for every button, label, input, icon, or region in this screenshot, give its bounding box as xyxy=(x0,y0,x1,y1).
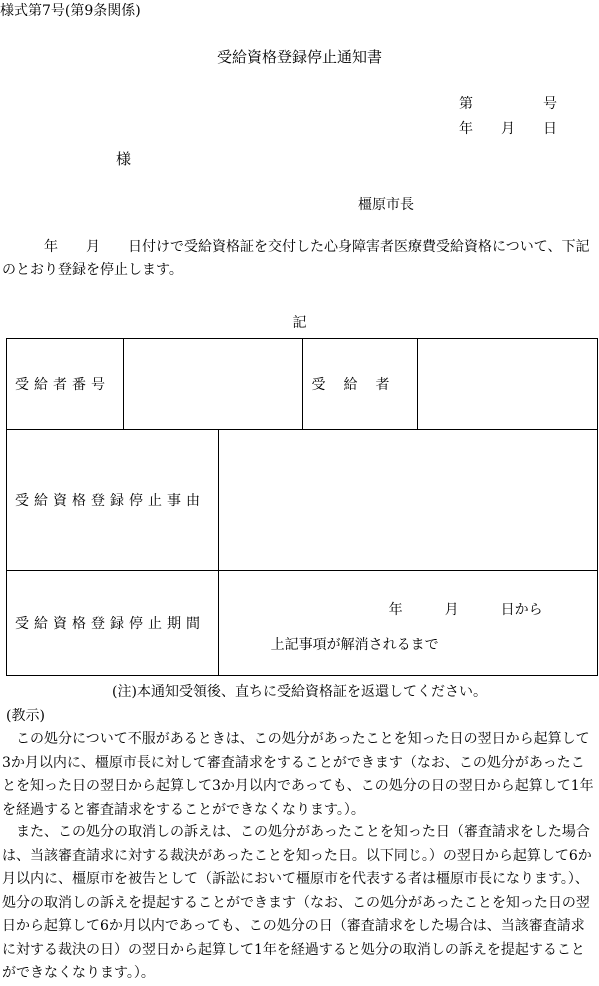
return-note: (注)本通知受領後、直ちに受給資格証を返還してください。 xyxy=(112,684,487,700)
addressee-suffix: 様 xyxy=(116,150,132,168)
document-date-line: 年 月 日 xyxy=(459,121,557,137)
period-from: 年 月 日から xyxy=(388,602,543,618)
document-title: 受給資格登録停止通知書 xyxy=(216,48,382,66)
kyouji-heading: (教示) xyxy=(6,708,45,724)
recipient-value xyxy=(418,339,598,430)
stop-reason-label: 受給資格登録停止事由 xyxy=(7,430,219,571)
kyouji-paragraph-2: また、この処分の取消しの訴えは、この処分があったことを知った日（審査請求をした場合は、当該審査請求に対する裁決があったことを知った日。以下同じ。）の翌日から起算して6か月以内に、橿原市を被告として（訴訟において橿原市を代表する者は橿原市長になります。）、処分の取消しの訴えを提起することができます（なお、この処分があったことを知った日の翌日から起算して6か月以内であっても、この処分の日（審査請求をした場合は、当該審査請求に対する裁決の日）の翌日から起算して1年を経過すると処分の取消しの訴えを提起することができなくなります。）。 xyxy=(2,824,592,981)
period-until: 上記事項が解消されるまで xyxy=(270,637,439,653)
body-text: 年 月 日付けで受給資格証を交付した心身障害者医療費受給資格について、下記のとおり登録を停止します。 xyxy=(2,239,590,278)
ki-heading: 記 xyxy=(292,315,307,331)
stop-period-value xyxy=(218,571,597,676)
details-table xyxy=(6,338,598,676)
recipient-number-value xyxy=(123,339,303,430)
issuer-name: 橿原市長 xyxy=(358,197,414,213)
stop-reason-value xyxy=(218,430,597,571)
recipient-label: 受 給 者 xyxy=(303,339,418,430)
table-row xyxy=(7,571,598,676)
table-row xyxy=(7,339,598,430)
document-number-line: 第 号 xyxy=(459,96,557,112)
kyouji-paragraph-1: この処分について不服があるときは、この処分があったことを知った日の翌日から起算して3か月以内に、橿原市長に対して審査請求をすることができます（なお、この処分があったことを知った日の翌日から起算して3か月以内であっても、この処分の日の翌日から起算して1年を経過すると審査請求をすることができなくなります。）。 xyxy=(2,731,594,818)
table-row xyxy=(7,430,598,571)
recipient-number-label: 受給者番号 xyxy=(7,339,124,430)
stop-period-label: 受給資格登録停止期間 xyxy=(7,571,219,676)
form-number: 様式第7号(第9条関係) xyxy=(0,3,141,19)
